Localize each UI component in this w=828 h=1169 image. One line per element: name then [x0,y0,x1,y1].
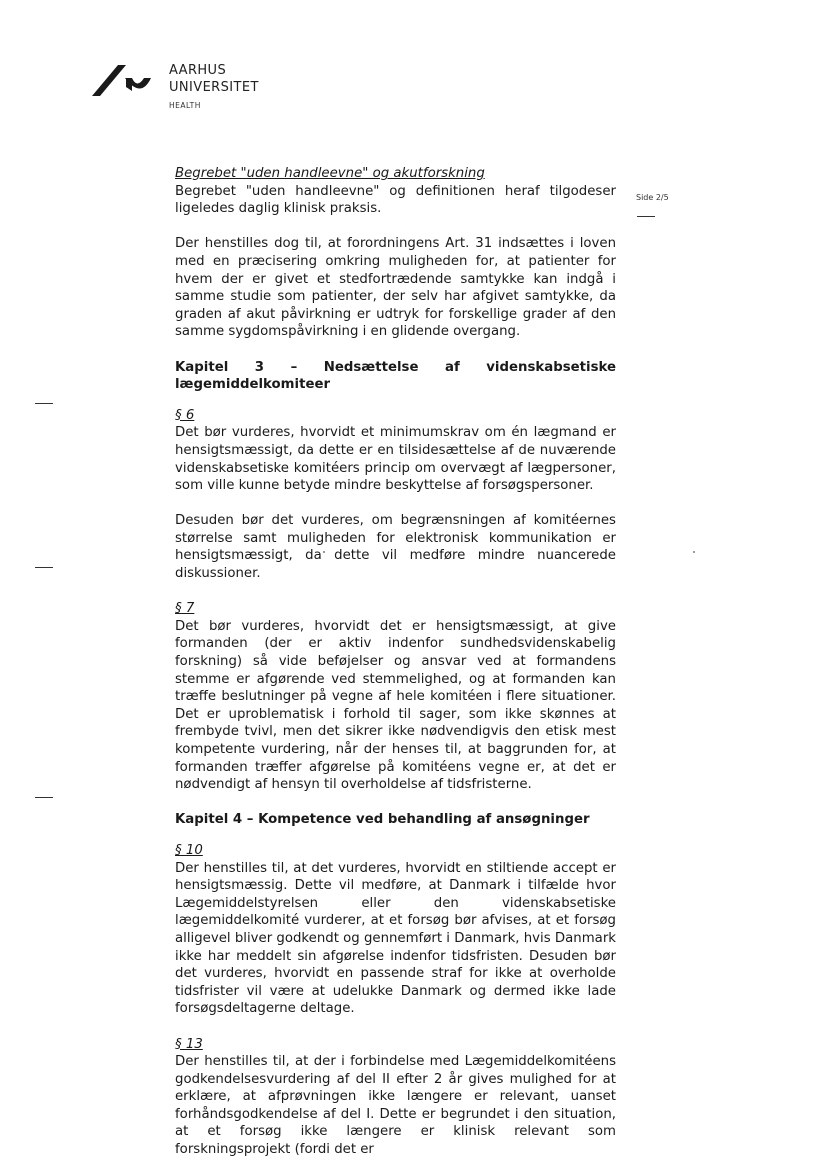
paragraph: Det bør vurderes, hvorvidt et minimumskrav om én lægmand er hensigtsmæssigt, da dette er en tilsidesættelse af de nuværende videnskabsetiske komitéers princip om overvægt af lægpersoner, som ville kunne betyde mindre beskyttelse af forsøgspersoner. [175,425,616,494]
paragraph: Der henstilles til, at det vurderes, hvorvidt en stiltiende accept er hensigtsmæssig. Dette vil medføre, at Danmark i tilfælde hvor Lægemiddelstyrelsen eller den videnskabsetiske lægemiddelkomité vurderer, at et forsøg bør afvises, at et forsøg alligevel bliver godkendt og gennemført i Danmark, hvis Danmark ikke har meddelt sin afgørelse indenfor tidsfristen. Desuden bør det vurderes, hvorvidt en passende straf for ikke at overholde tidsfrister vil være at udelukke Danmark og dermed ikke lade forsøgsdeltagerne deltage. [175,860,616,1017]
paragraph: Begrebet "uden handleevne" og definitionen heraf tilgodeser ligeledes daglig klinisk praksis. [175,183,616,217]
scan-speck [693,551,695,553]
faculty-name: HEALTH [169,101,201,110]
margin-mark [35,403,53,404]
section-title-7: § 7 [175,601,195,617]
paragraph: Der henstilles dog til, at forordningens Art. 31 indsættes i loven med en præcisering omkring muligheden for, at patienter for hvem der er givet et stedfortrædende samtykke kan indgå i samme studie som patienter, der selv har afgivet samtykke, da graden af akut påvirkning er udtryk for forskellige grader af den samme sygdomspåvirkning i en glidende overgang. [175,236,616,340]
chapter-3-heading: Kapitel 3 – Nedsættelse af videnskabsetiske lægemiddelkomiteer [175,359,616,393]
page-marker: Side 2/5 [636,193,669,202]
section-title-akutforskning: Begrebet "uden handleevne" og akutforskning [175,166,485,181]
paragraph: Desuden bør det vurderes, om begrænsningen af komitéernes størrelse samt muligheden for elektronisk kommunikation er hensigtsmæssigt, da dette vil medføre mindre nuancerede diskussioner. [175,513,616,582]
paragraph: Der henstilles til, at der i forbindelse med Lægemiddelkomitéens godkendelsesvurdering af del II efter 2 år gives mulighed for at erklære, at afprøvningen ikke længere er relevant, uanset forhåndsgodkendelse af del I. Dette er begrundet i den situation, at et forsøg ikke længere er klinisk relevant som forskningsprojekt (fordi det er [175,1054,616,1158]
margin-mark [35,797,53,798]
section-title-10: § 10 [175,842,203,858]
chapter-4-heading: Kapitel 4 – Kompetence ved behandling af ansøgninger [175,812,590,828]
university-name-line2: UNIVERSITET [169,80,259,95]
page-marker-rule [637,216,655,217]
au-logo-icon [92,63,158,97]
margin-mark [35,567,53,568]
section-title-13: § 13 [175,1036,203,1052]
university-name-line1: AARHUS [169,63,227,78]
university-name [169,62,259,110]
section-title-6: § 6 [175,407,195,423]
document-body [175,165,616,1159]
paragraph: Det bør vurderes, hvorvidt det er hensigtsmæssigt, at give formanden (der er aktiv indenfor sundhedsvidenskabelig forskning) så vide beføjelser og ansvar ved at formandens stemme er afgørende ved stemmelighed, og at formanden kan træffe beslutninger på vegne af hele komitéen i flere situationer. Det er uproblematisk i forhold til sager, som ikke skønnes at frembyde tvivl, men det sikrer ikke nødvendigvis den etisk mest kompetente vurdering, når der henses til, at baggrunden for, at formanden træffer afgørelse på komitéens vegne er, at det er nødvendigt af hensyn til overholdelse af tidsfristerne. [175,618,616,793]
